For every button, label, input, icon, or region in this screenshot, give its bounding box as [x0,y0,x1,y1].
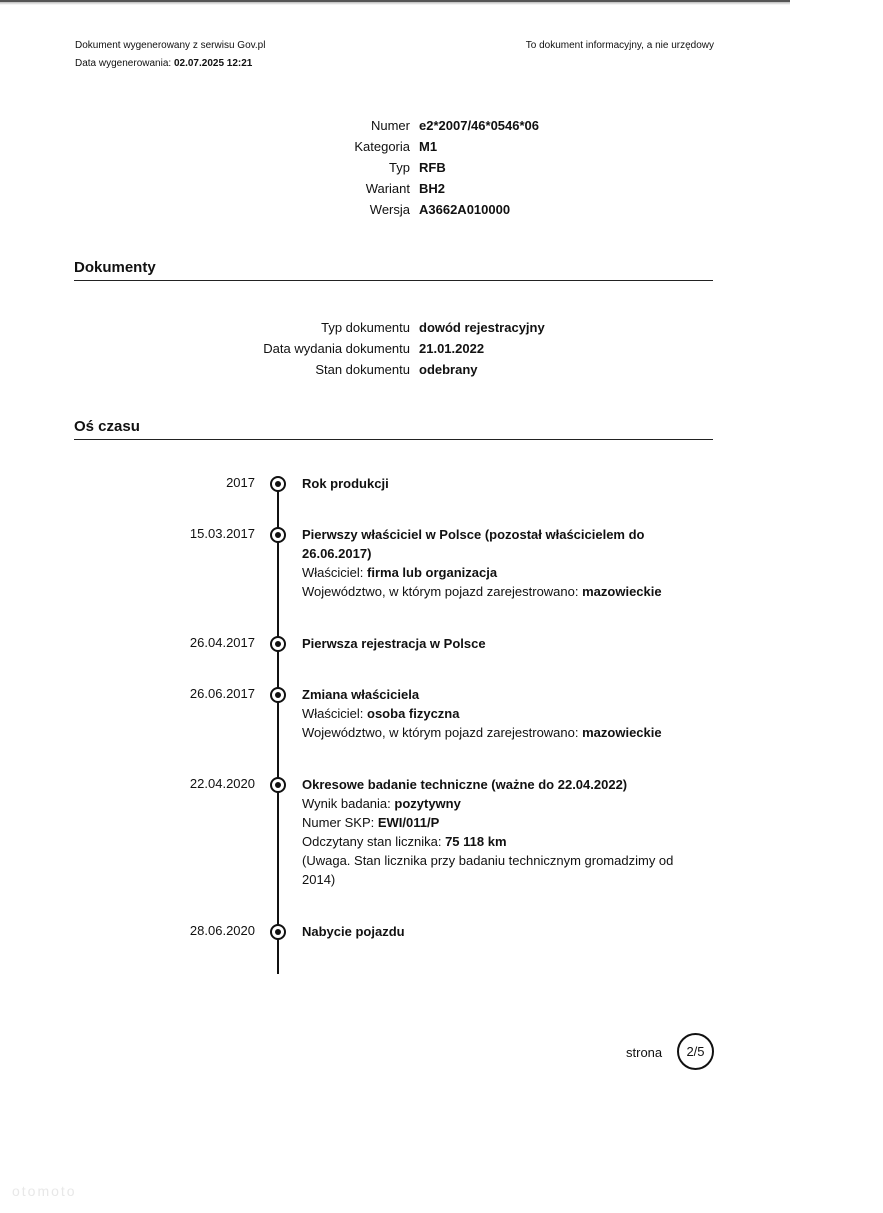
detail-label: Odczytany stan licznika: [302,834,446,849]
event-details [302,685,692,742]
timeline-dot-icon [270,687,286,703]
vehicle-value-wariant: BH2 [419,181,446,196]
vehicle-value-typ: RFB [419,160,446,175]
detail-label: Właściciel: [302,565,368,580]
document-issue-date-value: 21.01.2022 [419,341,485,356]
event-details [302,634,692,653]
timeline-dot-icon [270,476,286,492]
event-detail-line [302,563,692,582]
timeline-dot-icon [270,924,286,940]
page-label: strona [626,1045,663,1060]
timeline-section-title: Oś czasu [74,418,140,435]
detail-value: EWI/011/P [377,815,440,830]
timeline-line [277,482,279,974]
detail-label: Właściciel: [302,706,368,721]
event-date: 26.06.2017 [189,686,255,701]
event-note [302,851,692,889]
event-date: 22.04.2020 [189,776,255,791]
vehicle-label-wariant: Wariant [365,181,410,196]
event-title: Pierwszy właściciel w Polsce (pozostał właścicielem do 26.06.2017) [302,527,645,561]
event-title: Rok produkcji [302,476,389,491]
vehicle-value-numer: e2*2007/46*0546*06 [419,118,540,133]
document-issue-date-label: Data wydania dokumentu [263,341,410,356]
document-type-label: Typ dokumentu [321,320,410,335]
disclaimer: To dokument informacyjny, a nie urzędowy [525,40,714,51]
event-detail-line [302,704,692,723]
detail-value: mazowieckie [582,584,662,599]
detail-value: osoba fizyczna [367,706,460,721]
vehicle-label-typ: Typ [389,160,410,175]
detail-label: Województwo, w którym pojazd zarejestrowano: [302,725,583,740]
event-detail-line [302,582,692,601]
event-detail-line [302,832,692,851]
vehicle-label-numer: Numer [370,118,410,133]
detail-label: Wynik badania: [302,796,395,811]
detail-value: firma lub organizacja [367,565,498,580]
top-shadow [0,2,790,5]
event-details [302,525,692,601]
vehicle-label-kategoria: Kategoria [354,139,410,154]
event-title: Zmiana właściciela [302,687,420,702]
event-detail-line [302,813,692,832]
page-number-badge: 2/5 [677,1033,714,1070]
event-detail-line [302,794,692,813]
documents-rule [74,280,713,281]
vehicle-label-wersja: Wersja [369,202,410,217]
documents-section-title: Dokumenty [74,259,156,276]
timeline-rule [74,439,713,440]
generated-date-label: Data wygenerowania: [75,58,174,69]
timeline-dot-icon [270,527,286,543]
event-details [302,775,692,889]
event-date: 26.04.2017 [189,635,255,650]
detail-value: 75 118 km [445,834,507,849]
vehicle-value-kategoria: M1 [419,139,438,154]
event-title: Nabycie pojazdu [302,924,405,939]
documents-info [0,317,883,387]
event-date: 2017 [226,475,255,490]
timeline-dot-icon [270,636,286,652]
watermark: otomoto [12,1183,77,1199]
detail-value: mazowieckie [582,725,662,740]
detail-value: pozytywny [394,796,461,811]
event-date: 28.06.2020 [189,923,255,938]
generated-date-value: 02.07.2025 12:21 [173,58,253,69]
event-detail-line [302,723,692,742]
vehicle-info [0,115,883,225]
timeline-dot-icon [270,777,286,793]
event-details [302,922,692,941]
event-title: Okresowe badanie techniczne (ważne do 22.04.2022) [302,777,628,792]
event-date: 15.03.2017 [189,526,255,541]
document-type-value: dowód rejestracyjny [419,320,545,335]
detail-label: Województwo, w którym pojazd zarejestrowano: [302,584,583,599]
event-details [302,474,692,493]
generated-from: Dokument wygenerowany z serwisu Gov.pl [75,40,266,51]
document-status-value: odebrany [419,362,478,377]
detail-label: (Uwaga. Stan licznika przy badaniu technicznym gromadzimy od 2014) [302,853,674,887]
document-status-label: Stan dokumentu [315,362,410,377]
detail-label: Numer SKP: [302,815,378,830]
generated-date [75,58,252,69]
vehicle-value-wersja: A3662A010000 [419,202,511,217]
event-title: Pierwsza rejestracja w Polsce [302,636,486,651]
